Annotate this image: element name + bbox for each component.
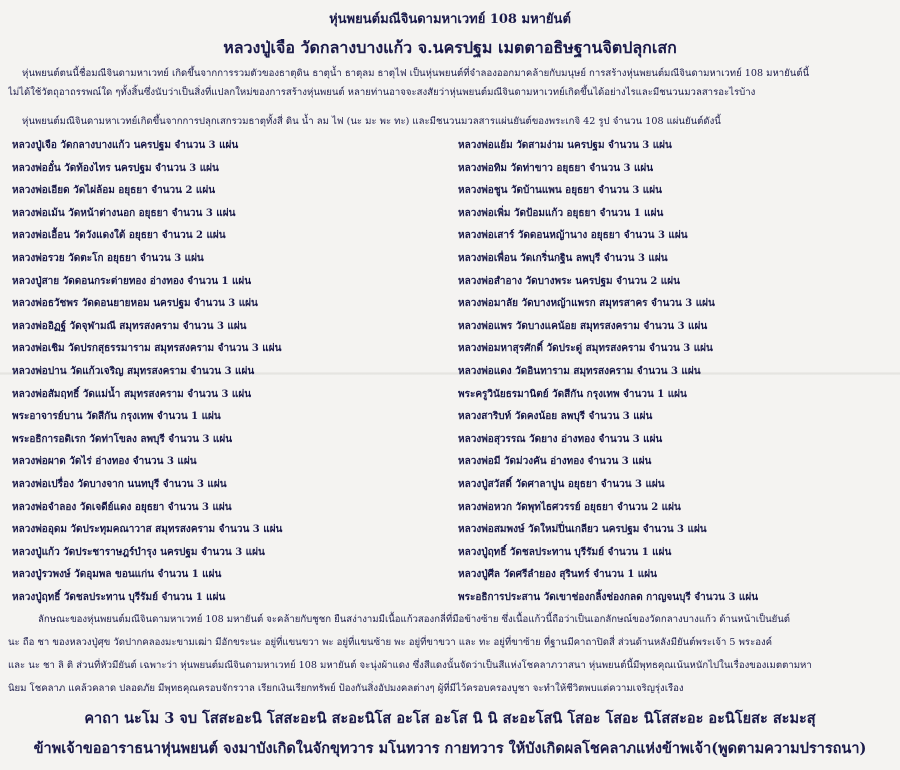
monk-list-right <box>458 135 893 609</box>
list-item: หลวงสาริบท์ วัดคงน้อย ลพบุรี จำนวน 3 แผ่น <box>458 411 653 423</box>
list-item: หลวงปู่รวพงษ์ วัดอุมพล ขอนแก่น จำนวน 1 แผ่น <box>12 569 222 581</box>
closing-line-2: นะ ถือ ชา ของหลวงปู่ศุข วัดปากคลองมะขามเฒ่า มีอักขระนะ อยู่ที่แขนขวา พะ อยู่ที่แขนซ้าย พะ อยู่ที่ขาขวา และ ทะ อยู่ที่ขาซ้าย ที่ฐานมีคาถาปิดสี่ ส่วนด้านหลังมียันต์พระเจ้า 5 พระองค์ <box>8 637 773 648</box>
chant-line-1: คาถา นะโม 3 จบ โสสะอะนิ โสสะอะนิ สะอะนิโส อะโส อะโส นิ นิ สะอะโสนิ โสอะ โสอะ นิโสสะอะ อะนิโยสะ สะมะสุ <box>84 710 816 727</box>
closing-line-4: นิยม โชคลาภ แคล้วคลาด ปลอดภัย มีพุทธคุณครอบจักรวาล เรียกเงินเรียกทรัพย์ ป้องกันสิ่งอัปมงคลต่างๆ ผู้ที่มีไว้ครอบครองบูชา จะทำให้ชีวิตพบแต่ความเจริญรุ่งเรือง <box>8 683 684 694</box>
list-item: หลวงพ่อมี วัดม่วงคัน อ่างทอง จำนวน 3 แผ่น <box>458 456 652 468</box>
intro-line-2: ไม่ได้ใช้วัตถุอาถรรพณ์ใด ๆทั้งสิ้นซึ่งนับว่าเป็นสิ่งที่แปลกใหม่ของการสร้างหุ่นพยนต์ หลายท่านอาจจะสงสัยว่าหุ่นพยนต์มณีจินดามหาเวทย์เกิดขึ้นได้อย่างไรและมีชนวนมวลสารอะไรบ้าง <box>8 87 756 98</box>
list-item: หลวงพ่อแดง วัดอินทาราม สมุทรสงคราม จำนวน 3 แผ่น <box>458 365 701 377</box>
list-item: พระครูวินัยธรมานิตย์ วัดสีกัน กรุงเทพ จำนวน 1 แผ่น <box>458 388 687 400</box>
monk-list-left <box>12 135 442 609</box>
list-item: หลวงปู่สาย วัดดอนกระต่ายทอง อ่างทอง จำนวน 1 แผ่น <box>12 275 252 287</box>
list-item: หลวงพ่อรวย วัดตะโก อยุธยา จำนวน 3 แผ่น <box>12 252 204 264</box>
list-item: หลวงพ่อแพร วัดบางแคน้อย สมุทรสงคราม จำนวน 3 แผ่น <box>458 320 708 332</box>
list-item: หลวงพ่อหวก วัดพุทไธศวรรย์ อยุธยา จำนวน 2 แผ่น <box>458 501 681 513</box>
list-item: หลวงพ่อธวัชพร วัดดอนยายหอม นครปฐม จำนวน 3 แผ่น <box>12 298 258 310</box>
list-item: หลวงพ่อปาน วัดแก้วเจริญ สมุทรสงคราม จำนวน 3 แผ่น <box>12 365 255 377</box>
list-item: หลวงปู่ศีล วัดศรีลำยอง สุรินทร์ จำนวน 1 แผ่น <box>458 569 657 581</box>
closing-line-3: และ นะ ชา ลิ ติ ส่วนที่หัวมียันต์ เฉพาะว่า หุ่นพยนต์มณีจินดามหาเวทย์ 108 มหายันต์ จะนุ่งผ้าแดง ซึ่งสีแดงนั้นจัดว่าเป็นสีแห่งโชคลาภวาสนา หุ่นพยนต์นี้มีพุทธคุณเน้นหนักไปในเรื่องของเมตตามหา <box>8 660 812 671</box>
list-item: หลวงพ่อเปรื่อง วัดบางจาก นนทบุรี จำนวน 3 แผ่น <box>12 478 227 490</box>
list-item: หลวงพ่อเพิ่ม วัดป้อมแก้ว อยุธยา จำนวน 1 แผ่น <box>458 207 664 219</box>
list-item: หลวงปู่ฤทธิ์ วัดชลประทาน บุรีรัมย์ จำนวน 1 แผ่น <box>458 546 672 558</box>
list-item: หลวงพ่ออั๋น วัดท้องไทร นครปฐม จำนวน 3 แผ่น <box>12 162 219 174</box>
list-item: หลวงพ่อชูน วัดบ้านแพน อยุธยา จำนวน 3 แผ่น <box>458 185 662 197</box>
list-item: หลวงพ่อเอียด วัดไผ่ล้อม อยุธยา จำนวน 2 แผ่น <box>12 185 216 197</box>
intro-line-1: หุ่นพยนต์ตนนี้ชื่อมณีจินดามหาเวทย์ เกิดขึ้นจากการรวมตัวของธาตุดิน ธาตุน้ำ ธาตุลม ธาตุไฟ เป็นหุ่นพยนต์ที่จำลองออกมาคล้ายกับมนุษย์ การสร้างหุ่นพยนต์มณีจินดามหาเวทย์ 108 มหายันต์นี้ <box>22 68 810 79</box>
list-item: หลวงพ่อสุวรรณ วัดยาง อ่างทอง จำนวน 3 แผ่น <box>458 433 663 445</box>
chant-line-2: ข้าพเจ้าขออาราธนาหุ่นพยนต์ จงมาบังเกิดในจักขุทวาร มโนทวาร กายทวาร ให้บังเกิดผลโชคลาภแห่งข้าพเจ้า(พูดตามความปรารถนา) <box>33 740 867 757</box>
list-item: หลวงพ่อสมพงษ์ วัดใหม่ปิ่นเกลียว นครปฐม จำนวน 3 แผ่น <box>458 524 707 536</box>
list-item: หลวงพ่อมาลัย วัดบางหญ้าแพรก สมุทรสาคร จำนวน 3 แผ่น <box>458 298 715 310</box>
list-item: หลวงปู่สวัสดิ์ วัดศาลาปูน อยุธยา จำนวน 3 แผ่น <box>458 478 665 490</box>
list-item: หลวงพ่อเอื้อน วัดวังแดงใต้ อยุธยา จำนวน 2 แผ่น <box>12 230 226 242</box>
list-item: พระอธิการประสาน วัดเขาช่องกลิ้งช่องกลด กาญจนบุรี จำนวน 3 แผ่น <box>458 591 759 603</box>
document-subtitle: หลวงปู่เจือ วัดกลางบางแก้ว จ.นครปฐม เมตตาอธิษฐานจิตปลุกเสก <box>223 38 677 57</box>
list-item: พระอาจารย์บาน วัดสีกัน กรุงเทพ จำนวน 1 แผ่น <box>12 411 221 423</box>
list-item: หลวงปู่ฤทธิ์ วัดชลประทาน บุรีรัมย์ จำนวน 1 แผ่น <box>12 591 226 603</box>
list-item: หลวงพ่ออิฏฐ์ วัดจุฬามณี สมุทรสงคราม จำนวน 3 แผ่น <box>12 320 247 332</box>
list-item: หลวงพ่อเชิม วัดปรกสุธรรมาราม สมุทรสงคราม จำนวน 3 แผ่น <box>12 343 282 355</box>
list-item: หลวงพ่อเม้น วัดหน้าต่างนอก อยุธยา จำนวน 3 แผ่น <box>12 207 236 219</box>
list-item: หลวงพ่ออุดม วัดประทุมคณาวาส สมุทรสงคราม จำนวน 3 แผ่น <box>12 524 283 536</box>
list-item: หลวงปู่เจือ วัดกลางบางแก้ว นครปฐม จำนวน 3 แผ่น <box>12 140 239 151</box>
list-item: หลวงพ่อทิม วัดท่าขาว อยุธยา จำนวน 3 แผ่น <box>458 162 654 174</box>
list-item: หลวงพ่อแย้ม วัดสามง่าม นครปฐม จำนวน 3 แผ่น <box>458 140 672 151</box>
list-item: หลวงปู่แก้ว วัดประชาราษฎร์บำรุง นครปฐม จำนวน 3 แผ่น <box>12 546 265 558</box>
list-item: หลวงพ่อผาด วัดไร่ อ่างทอง จำนวน 3 แผ่น <box>12 456 197 468</box>
document-title: หุ่นพยนต์มณีจินดามหาเวทย์ 108 มหายันต์ <box>329 12 571 27</box>
intro-line-3: หุ่นพยนต์มณีจินดามหาเวทย์เกิดขึ้นจากการปลุกเสกรวมธาตุทั้งสี่ ดิน น้ำ ลม ไฟ (นะ มะ พะ ทะ) และมีชนวนมวลสารแผ่นยันต์ของพระเกจิ 42 รูป จำนวน 108 แผ่นยันต์ดังนี้ <box>22 116 721 127</box>
list-item: หลวงพ่อสำอาง วัดบางพระ นครปฐม จำนวน 2 แผ่น <box>458 275 680 287</box>
list-item: พระอธิการอดิเรก วัดท่าโขลง ลพบุรี จำนวน 3 แผ่น <box>12 433 233 445</box>
closing-line-1: ลักษณะของหุ่นพยนต์มณีจินดามหาเวทย์ 108 มหายันต์ จะคล้ายกับชูชก ยืนสง่างามมีเนื้อแก้วสองกลี่ที่มือข้างซ้าย ซึ่งเนื้อแก้วนี้ถือว่าเป็นเอกลักษณ์ของวัดกลางบางแก้ว ด้านหน้าเป็นยันต์ <box>38 614 791 625</box>
list-item: หลวงพ่อเพื่อน วัดเกริ่นกฐิน ลพบุรี จำนวน 3 แผ่น <box>458 252 668 264</box>
list-item: หลวงพ่อมหาสุรศักดิ์ วัดประดู่ สมุทรสงคราม จำนวน 3 แผ่น <box>458 343 713 355</box>
list-item: หลวงพ่อเสาร์ วัดดอนหญ้านาง อยุธยา จำนวน 3 แผ่น <box>458 230 688 242</box>
list-item: หลวงพ่อจำลอง วัดเจดีย์แดง อยุธยา จำนวน 3 แผ่น <box>12 501 232 513</box>
list-item: หลวงพ่อสัมฤทธิ์ วัดแม่น้ำ สมุทรสงคราม จำนวน 3 แผ่น <box>12 388 252 400</box>
